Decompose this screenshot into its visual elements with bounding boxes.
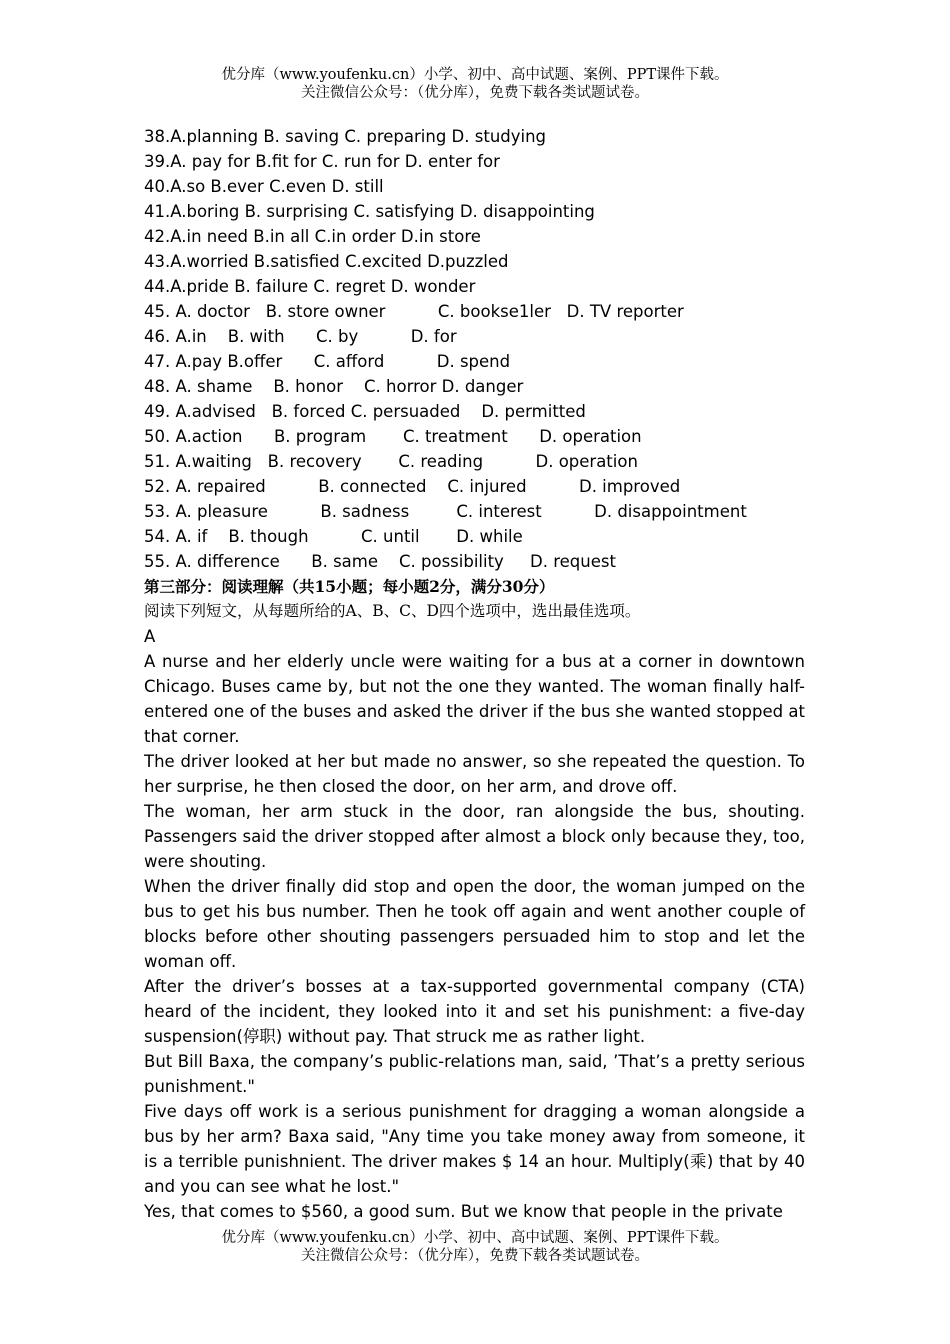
passage-label: A bbox=[144, 627, 156, 646]
passage-paragraph-8: Yes, that comes to $560, a good sum. But we know that people in the private bbox=[144, 1202, 783, 1221]
option-line-54: 54. A. if B. though C. until D. while bbox=[144, 527, 523, 546]
passage-paragraph-2: The driver looked at her but made no answer, so she repeated the question. To her surprise, he then closed the door, on her arm, and drove off. bbox=[144, 752, 805, 796]
option-line-48: 48. A. shame B. honor C. horror D. danger bbox=[144, 377, 524, 396]
footer-line-1: 优分库（www.youfenku.cn）小学、初中、高中试题、案例、PPT课件下载。 bbox=[221, 1230, 729, 1246]
header-line-2: 关注微信公众号：（优分库），免费下载各类试题试卷。 bbox=[301, 85, 649, 101]
page-footer bbox=[0, 1229, 950, 1265]
option-line-40: 40.A.so B.ever C.even D. still bbox=[144, 177, 384, 196]
option-line-39: 39.A. pay for B.fit for C. run for D. enter for bbox=[144, 152, 500, 171]
option-line-47: 47. A.pay B.offer C. afford D. spend bbox=[144, 352, 511, 371]
footer-line-2: 关注微信公众号：（优分库），免费下载各类试题试卷。 bbox=[301, 1248, 649, 1264]
instruction-text: 阅读下列短文，从每题所给的A、B、C、D四个选项中，选出最佳选项。 bbox=[144, 602, 641, 620]
document-body bbox=[144, 124, 805, 1224]
passage-paragraph-5: After the driver’s bosses at a tax-supported governmental company (CTA) heard of the incident, they looked into it and set his punishment: a five-day suspension(停职) without pay. That struck me as rather light. bbox=[144, 977, 805, 1046]
passage-paragraph-6: But Bill Baxa, the company’s public-relations man, said, ’That’s a pretty serious punishment." bbox=[144, 1052, 805, 1096]
option-line-45: 45. A. doctor B. store owner C. bookse1ler D. TV reporter bbox=[144, 302, 684, 321]
answer-options bbox=[144, 124, 805, 574]
reading-passage bbox=[144, 649, 805, 1224]
header-line-1: 优分库（www.youfenku.cn）小学、初中、高中试题、案例、PPT课件下载。 bbox=[221, 67, 729, 83]
option-line-43: 43.A.worried B.satisfied C.excited D.puzzled bbox=[144, 252, 509, 271]
option-line-38: 38.A.planning B. saving C. preparing D. studying bbox=[144, 127, 547, 146]
option-line-53: 53. A. pleasure B. sadness C. interest D. disappointment bbox=[144, 502, 747, 521]
option-line-55: 55. A. difference B. same C. possibility D. request bbox=[144, 552, 616, 571]
option-line-51: 51. A.waiting B. recovery C. reading D. operation bbox=[144, 452, 638, 471]
option-line-44: 44.A.pride B. failure C. regret D. wonder bbox=[144, 277, 476, 296]
passage-paragraph-4: When the driver finally did stop and open the door, the woman jumped on the bus to get his bus number. Then he took off again and went another couple of blocks before other shouting passengers persuaded him to stop and let the woman off. bbox=[144, 877, 805, 971]
option-line-46: 46. A.in B. with C. by D. for bbox=[144, 327, 457, 346]
page-header bbox=[0, 66, 950, 102]
option-line-52: 52. A. repaired B. connected C. injured D. improved bbox=[144, 477, 681, 496]
option-line-41: 41.A.boring B. surprising C. satisfying D. disappointing bbox=[144, 202, 595, 221]
passage-paragraph-3: The woman, her arm stuck in the door, ran alongside the bus, shouting. Passengers said the driver stopped after almost a block only because they, too, were shouting. bbox=[144, 802, 805, 871]
passage-paragraph-1: A nurse and her elderly uncle were waiting for a bus at a corner in downtown Chicago. Buses came by, but not the one they wanted. The woman finally half-entered one of the buses and asked the driver if the bus she wanted stopped at that corner. bbox=[144, 652, 805, 746]
option-line-42: 42.A.in need B.in all C.in order D.in store bbox=[144, 227, 481, 246]
option-line-49: 49. A.advised B. forced C. persuaded D. permitted bbox=[144, 402, 586, 421]
section-title: 第三部分：阅读理解（共15小题；每小题2分，满分30分） bbox=[144, 577, 555, 596]
passage-paragraph-7: Five days off work is a serious punishment for dragging a woman alongside a bus by her arm? Baxa said, "Any time you take money away from someone, it is a terrible punishnient. The driver makes $ 14 an hour. Multiply(乘) that by 40 and you can see what he lost." bbox=[144, 1102, 805, 1196]
option-line-50: 50. A.action B. program C. treatment D. operation bbox=[144, 427, 642, 446]
